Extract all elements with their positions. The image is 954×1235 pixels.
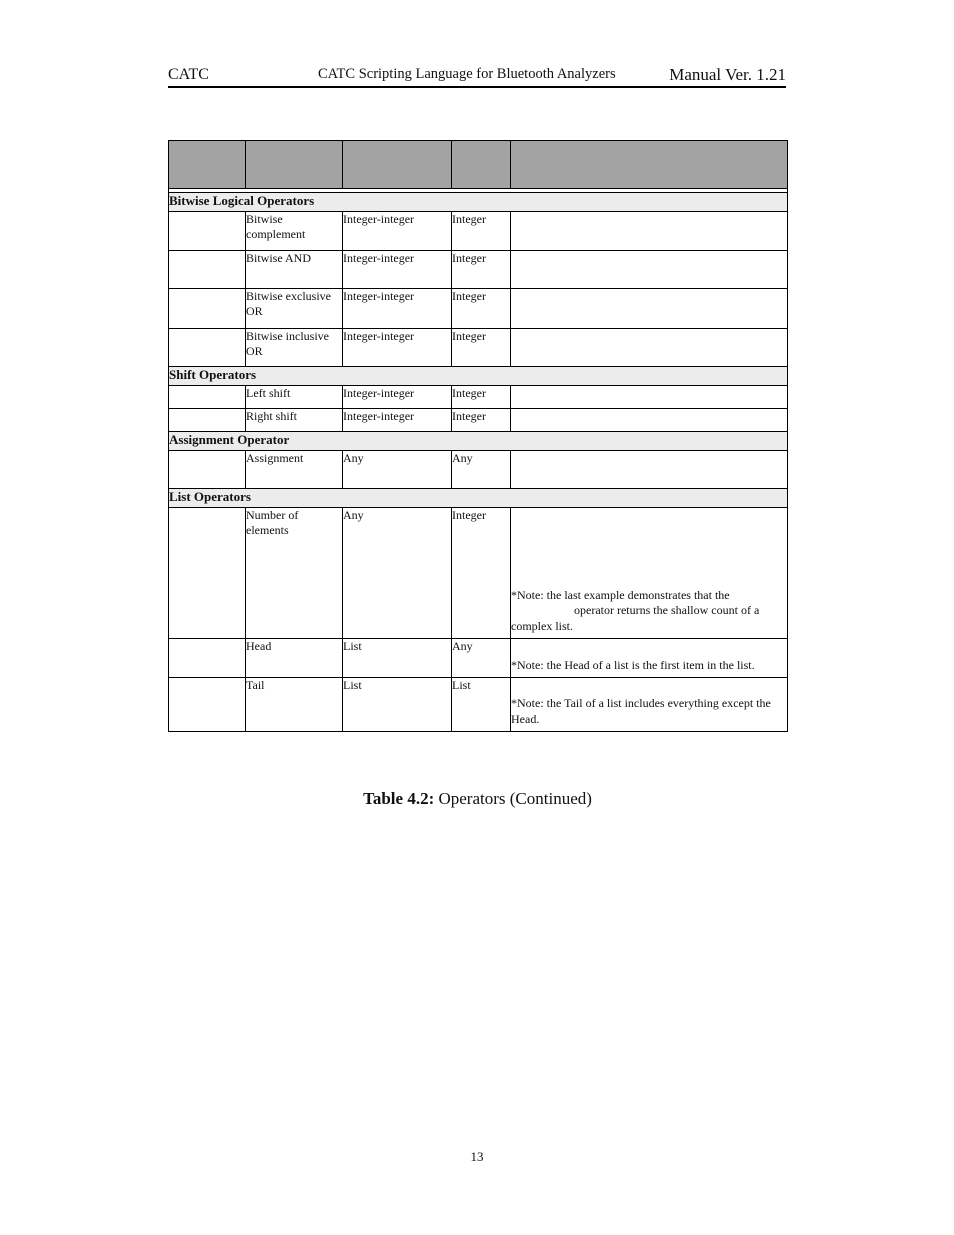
operand-types: Integer-integer — [343, 329, 452, 367]
header-company: CATC — [168, 66, 209, 83]
table-header-row — [169, 141, 788, 189]
operation-name: Head — [246, 639, 343, 678]
page-header — [168, 64, 786, 88]
result-type: Integer — [452, 329, 511, 367]
section-title: List Operators — [169, 489, 788, 508]
result-type: Integer — [452, 409, 511, 432]
result-type: List — [452, 678, 511, 732]
description-cell — [511, 329, 788, 367]
operation-name: Bitwise complement — [246, 212, 343, 251]
table-row — [169, 508, 788, 639]
section-row — [169, 489, 788, 508]
description-cell — [511, 451, 788, 489]
header-document-title: CATC Scripting Language for Bluetooth Analyzers — [318, 66, 616, 82]
operand-types: Any — [343, 451, 452, 489]
operators-table — [168, 140, 788, 732]
operand-types: Integer-integer — [343, 251, 452, 289]
operand-types: Integer-integer — [343, 212, 452, 251]
operand-types: Any — [343, 508, 452, 639]
operation-name: Left shift — [246, 386, 343, 409]
description-cell — [511, 386, 788, 409]
section-row — [169, 367, 788, 386]
description-cell — [511, 289, 788, 329]
section-row — [169, 193, 788, 212]
description-note: *Note: the Tail of a list includes everything except the Head. — [511, 678, 788, 732]
operation-name: Number of elements — [246, 508, 343, 639]
section-title: Bitwise Logical Operators — [169, 193, 788, 212]
table-row — [169, 329, 788, 367]
note-line: complex list. — [511, 618, 573, 633]
description-cell — [511, 409, 788, 432]
header-cell — [169, 141, 246, 189]
result-type: Integer — [452, 212, 511, 251]
result-type: Any — [452, 639, 511, 678]
caption-text: Operators (Continued) — [438, 789, 592, 808]
operand-types: Integer-integer — [343, 409, 452, 432]
operation-name: Bitwise exclusive OR — [246, 289, 343, 329]
page-number: 13 — [470, 1149, 484, 1164]
table-row — [169, 451, 788, 489]
caption-label: Table 4.2: — [363, 789, 435, 808]
table-row — [169, 212, 788, 251]
table-row — [169, 289, 788, 329]
operation-name: Bitwise inclusive OR — [246, 329, 343, 367]
operation-name: Assignment — [246, 451, 343, 489]
description-cell — [511, 508, 788, 639]
table-caption — [168, 789, 787, 809]
section-title: Shift Operators — [169, 367, 788, 386]
table-row — [169, 639, 788, 678]
operand-types: Integer-integer — [343, 386, 452, 409]
section-row — [169, 432, 788, 451]
note-line: *Note: the last example demonstrates that the — [511, 587, 730, 602]
description-cell — [511, 251, 788, 289]
header-cell — [343, 141, 452, 189]
section-title: Assignment Operator — [169, 432, 788, 451]
table-row — [169, 251, 788, 289]
description-note: *Note: the Head of a list is the first item in the list. — [511, 639, 788, 678]
header-manual-version: Manual Ver. 1.21 — [669, 65, 786, 84]
result-type: Integer — [452, 508, 511, 639]
operand-types: List — [343, 678, 452, 732]
table-row — [169, 386, 788, 409]
operation-name: Tail — [246, 678, 343, 732]
result-type: Any — [452, 451, 511, 489]
table-row — [169, 678, 788, 732]
result-type: Integer — [452, 386, 511, 409]
description-cell — [511, 212, 788, 251]
header-cell — [452, 141, 511, 189]
operand-types: Integer-integer — [343, 289, 452, 329]
result-type: Integer — [452, 289, 511, 329]
header-cell — [246, 141, 343, 189]
operation-name: Bitwise AND — [246, 251, 343, 289]
operation-name: Right shift — [246, 409, 343, 432]
result-type: Integer — [452, 251, 511, 289]
table-row — [169, 409, 788, 432]
header-cell — [511, 141, 788, 189]
note-line: operator returns the shallow count of a — [574, 603, 760, 617]
operand-types: List — [343, 639, 452, 678]
